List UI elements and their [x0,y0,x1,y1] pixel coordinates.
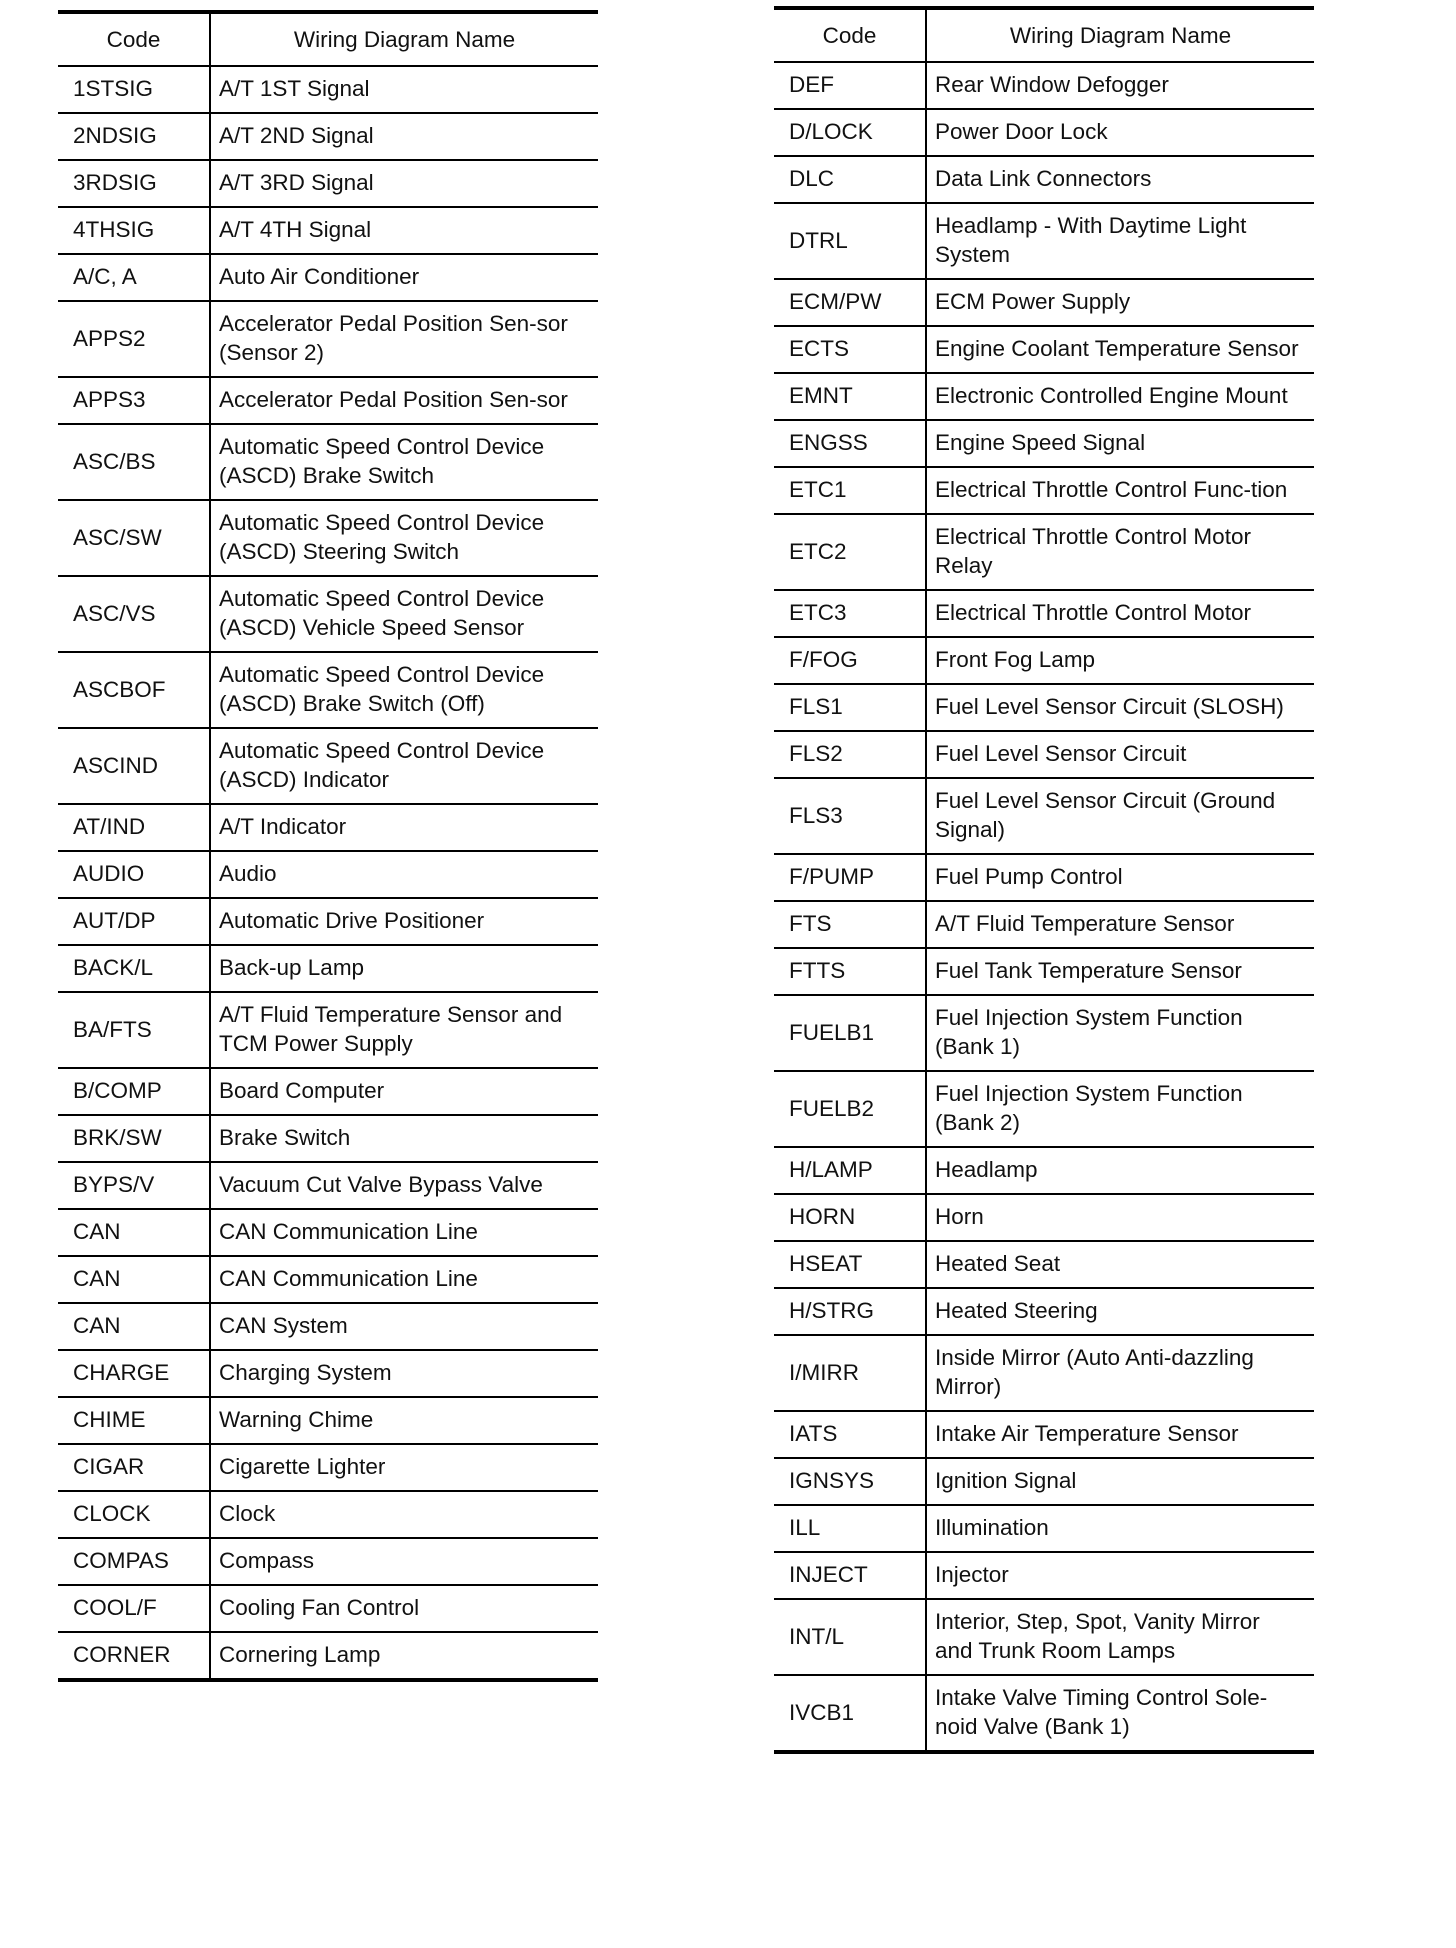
diagram-name-cell: Automatic Speed Control Device (ASCD) Brake Switch [210,424,598,500]
code-cell: ASCBOF [58,652,210,728]
table-row [774,590,1314,637]
column-header-name: Wiring Diagram Name [926,8,1314,62]
table-row [58,160,598,207]
code-cell: CAN [58,1256,210,1303]
code-cell: IVCB1 [774,1675,926,1752]
table-row [774,62,1314,109]
table-row [774,1335,1314,1411]
code-cell: ETC2 [774,514,926,590]
diagram-name-cell: Automatic Speed Control Device (ASCD) Steering Switch [210,500,598,576]
diagram-name-cell: Warning Chime [210,1397,598,1444]
diagram-name-cell: Automatic Drive Positioner [210,898,598,945]
code-cell: APPS2 [58,301,210,377]
code-cell: AUT/DP [58,898,210,945]
table-row [774,514,1314,590]
diagram-name-cell: Fuel Level Sensor Circuit [926,731,1314,778]
diagram-name-cell: A/T 4TH Signal [210,207,598,254]
diagram-name-cell: Auto Air Conditioner [210,254,598,301]
diagram-name-cell: Interior, Step, Spot, Vanity Mirror and Trunk Room Lamps [926,1599,1314,1675]
table-row [58,1209,598,1256]
table-row [58,851,598,898]
table-row [774,1147,1314,1194]
diagram-name-cell: CAN Communication Line [210,1209,598,1256]
diagram-name-cell: Inside Mirror (Auto Anti-dazzling Mirror) [926,1335,1314,1411]
code-cell: EMNT [774,373,926,420]
table-row [774,1288,1314,1335]
column-header-code: Code [774,8,926,62]
table-row [58,66,598,113]
code-cell: HSEAT [774,1241,926,1288]
table-row [58,1115,598,1162]
table-row [58,652,598,728]
diagram-name-cell: A/T Fluid Temperature Sensor [926,901,1314,948]
table-row [58,1397,598,1444]
table-row [774,467,1314,514]
table-row [58,424,598,500]
table-row [58,254,598,301]
diagram-name-cell: A/T 1ST Signal [210,66,598,113]
table-row [58,377,598,424]
code-cell: ECTS [774,326,926,373]
code-cell: ASC/VS [58,576,210,652]
code-cell: DEF [774,62,926,109]
code-cell: A/C, A [58,254,210,301]
code-cell: IATS [774,1411,926,1458]
table-row [774,1194,1314,1241]
table-row [774,854,1314,901]
diagram-name-cell: Fuel Injection System Function (Bank 1) [926,995,1314,1071]
diagram-name-cell: A/T 2ND Signal [210,113,598,160]
header-row [774,8,1314,62]
code-cell: 3RDSIG [58,160,210,207]
diagram-name-cell: Automatic Speed Control Device (ASCD) Vehicle Speed Sensor [210,576,598,652]
diagram-name-cell: Engine Speed Signal [926,420,1314,467]
code-cell: CAN [58,1209,210,1256]
diagram-name-cell: Front Fog Lamp [926,637,1314,684]
diagram-name-cell: Fuel Injection System Function (Bank 2) [926,1071,1314,1147]
code-cell: FLS3 [774,778,926,854]
table-row [774,109,1314,156]
code-cell: H/STRG [774,1288,926,1335]
table-row [774,1505,1314,1552]
diagram-name-cell: Fuel Level Sensor Circuit (Ground Signal) [926,778,1314,854]
table-row [58,301,598,377]
table-row [58,728,598,804]
code-cell: AT/IND [58,804,210,851]
table-row [58,207,598,254]
diagram-name-cell: Cooling Fan Control [210,1585,598,1632]
diagram-name-cell: Injector [926,1552,1314,1599]
code-cell: DLC [774,156,926,203]
diagram-name-cell: Electrical Throttle Control Motor [926,590,1314,637]
table-row [58,500,598,576]
diagram-name-cell: Power Door Lock [926,109,1314,156]
table-row [774,901,1314,948]
wiring-table-right-body [774,62,1314,1752]
code-cell: ASC/SW [58,500,210,576]
table-row [58,1256,598,1303]
code-cell: F/FOG [774,637,926,684]
code-cell: BRK/SW [58,1115,210,1162]
table-row [774,279,1314,326]
wiring-table-left [58,10,598,1682]
code-cell: CAN [58,1303,210,1350]
code-cell: CLOCK [58,1491,210,1538]
wiring-table-right [774,6,1314,1754]
code-cell: CHARGE [58,1350,210,1397]
diagram-name-cell: Clock [210,1491,598,1538]
code-cell: INT/L [774,1599,926,1675]
code-cell: FLS1 [774,684,926,731]
diagram-name-cell: Ignition Signal [926,1458,1314,1505]
header-row [58,12,598,66]
code-cell: CHIME [58,1397,210,1444]
table-row [774,778,1314,854]
table-row [58,1303,598,1350]
diagram-name-cell: Accelerator Pedal Position Sen-sor (Sensor 2) [210,301,598,377]
diagram-name-cell: Electrical Throttle Control Func-tion [926,467,1314,514]
diagram-name-cell: Charging System [210,1350,598,1397]
table-row [774,1411,1314,1458]
table-row [774,203,1314,279]
table-row [774,684,1314,731]
code-cell: ETC3 [774,590,926,637]
diagram-name-cell: Heated Seat [926,1241,1314,1288]
table-row [58,1444,598,1491]
table-row [774,995,1314,1071]
code-cell: F/PUMP [774,854,926,901]
table-row [58,1162,598,1209]
code-cell: APPS3 [58,377,210,424]
diagram-name-cell: Intake Valve Timing Control Sole-noid Valve (Bank 1) [926,1675,1314,1752]
table-row [774,1552,1314,1599]
table-row [58,113,598,160]
diagram-name-cell: Automatic Speed Control Device (ASCD) Indicator [210,728,598,804]
table-row [774,1599,1314,1675]
diagram-name-cell: Rear Window Defogger [926,62,1314,109]
code-cell: FLS2 [774,731,926,778]
table-row [774,731,1314,778]
table-row [58,1585,598,1632]
diagram-name-cell: A/T Indicator [210,804,598,851]
code-cell: 1STSIG [58,66,210,113]
diagram-name-cell: Fuel Tank Temperature Sensor [926,948,1314,995]
code-cell: ASC/BS [58,424,210,500]
code-cell: 4THSIG [58,207,210,254]
table-row [774,420,1314,467]
code-cell: COMPAS [58,1538,210,1585]
diagram-name-cell: Headlamp [926,1147,1314,1194]
wiring-table-left-body [58,66,598,1680]
code-cell: FTS [774,901,926,948]
table-row [774,1458,1314,1505]
table-row [58,1068,598,1115]
table-row [58,804,598,851]
diagram-name-cell: CAN System [210,1303,598,1350]
code-cell: COOL/F [58,1585,210,1632]
code-cell: H/LAMP [774,1147,926,1194]
table-row [58,945,598,992]
code-cell: HORN [774,1194,926,1241]
code-cell: BYPS/V [58,1162,210,1209]
table-row [774,326,1314,373]
code-cell: DTRL [774,203,926,279]
diagram-name-cell: CAN Communication Line [210,1256,598,1303]
code-cell: BACK/L [58,945,210,992]
diagram-name-cell: Illumination [926,1505,1314,1552]
diagram-name-cell: Data Link Connectors [926,156,1314,203]
diagram-name-cell: Engine Coolant Temperature Sensor [926,326,1314,373]
diagram-name-cell: Electronic Controlled Engine Mount [926,373,1314,420]
table-row [58,1350,598,1397]
table-row [58,1491,598,1538]
code-cell: I/MIRR [774,1335,926,1411]
code-cell: 2NDSIG [58,113,210,160]
diagram-name-cell: Fuel Pump Control [926,854,1314,901]
table-row [58,1538,598,1585]
diagram-name-cell: Back-up Lamp [210,945,598,992]
table-row [774,948,1314,995]
diagram-name-cell: Board Computer [210,1068,598,1115]
code-cell: CIGAR [58,1444,210,1491]
diagram-name-cell: A/T 3RD Signal [210,160,598,207]
table-row [58,992,598,1068]
table-row [58,1632,598,1680]
table-row [774,1675,1314,1752]
diagram-name-cell: Intake Air Temperature Sensor [926,1411,1314,1458]
code-cell: ENGSS [774,420,926,467]
column-header-name: Wiring Diagram Name [210,12,598,66]
code-cell: ASCIND [58,728,210,804]
code-cell: BA/FTS [58,992,210,1068]
table-row [774,373,1314,420]
diagram-name-cell: Audio [210,851,598,898]
code-cell: IGNSYS [774,1458,926,1505]
diagram-name-cell: Brake Switch [210,1115,598,1162]
diagram-name-cell: Automatic Speed Control Device (ASCD) Brake Switch (Off) [210,652,598,728]
diagram-name-cell: Fuel Level Sensor Circuit (SLOSH) [926,684,1314,731]
code-cell: B/COMP [58,1068,210,1115]
diagram-name-cell: Electrical Throttle Control Motor Relay [926,514,1314,590]
diagram-name-cell: A/T Fluid Temperature Sensor and TCM Power Supply [210,992,598,1068]
code-cell: CORNER [58,1632,210,1680]
code-cell: FUELB1 [774,995,926,1071]
code-cell: INJECT [774,1552,926,1599]
table-row [774,1241,1314,1288]
diagram-name-cell: Accelerator Pedal Position Sen-sor [210,377,598,424]
table-row [774,637,1314,684]
code-cell: ETC1 [774,467,926,514]
table-row [774,156,1314,203]
table-row [58,898,598,945]
table-row [58,576,598,652]
code-cell: ECM/PW [774,279,926,326]
column-header-code: Code [58,12,210,66]
table-row [774,1071,1314,1147]
diagram-name-cell: Heated Steering [926,1288,1314,1335]
code-cell: D/LOCK [774,109,926,156]
diagram-name-cell: Vacuum Cut Valve Bypass Valve [210,1162,598,1209]
diagram-name-cell: Cornering Lamp [210,1632,598,1680]
code-cell: FTTS [774,948,926,995]
diagram-name-cell: Horn [926,1194,1314,1241]
diagram-name-cell: Compass [210,1538,598,1585]
diagram-name-cell: Headlamp - With Daytime Light System [926,203,1314,279]
diagram-name-cell: ECM Power Supply [926,279,1314,326]
code-cell: ILL [774,1505,926,1552]
code-cell: AUDIO [58,851,210,898]
code-cell: FUELB2 [774,1071,926,1147]
diagram-name-cell: Cigarette Lighter [210,1444,598,1491]
